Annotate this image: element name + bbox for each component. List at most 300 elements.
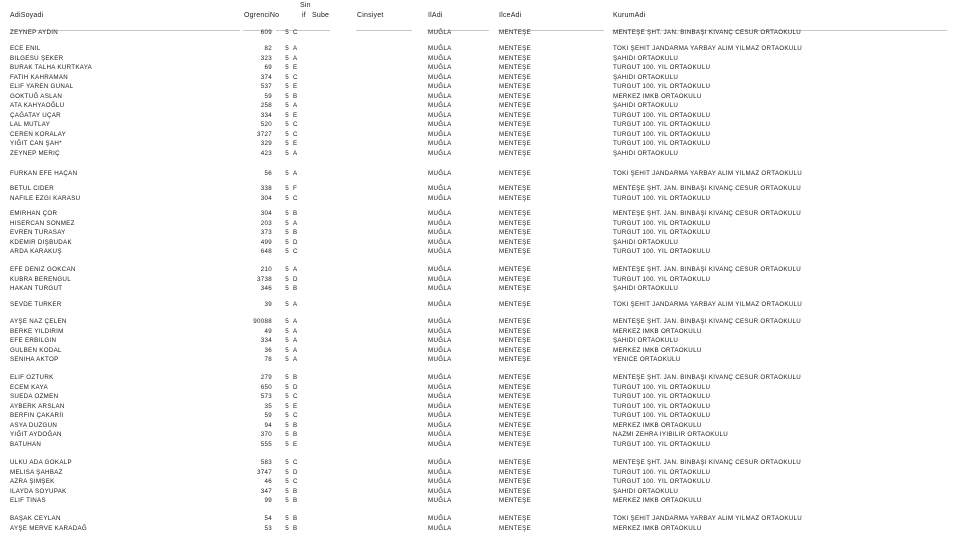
table-row: [0, 284, 960, 294]
student-name: NAFILE EZGI KARASU: [10, 194, 81, 202]
student-name: SEVDE TURKER: [10, 301, 62, 308]
student-sinif: 5: [285, 515, 289, 522]
student-no: 338: [260, 185, 272, 192]
student-sube: C: [293, 478, 298, 485]
student-sinif: 5: [285, 248, 289, 255]
student-no: 82: [264, 45, 272, 52]
student-kurum: MERKEZ IMKB ORTAOKULU: [613, 346, 702, 354]
student-sinif: 5: [285, 111, 289, 119]
student-il: MUĞLA: [428, 121, 452, 128]
student-sube: A: [293, 346, 298, 354]
student-sube: C: [293, 393, 298, 400]
table-row: [0, 355, 960, 365]
student-name: BATUHAN: [10, 440, 42, 448]
student-sube: A: [293, 337, 298, 344]
student-sube: C: [293, 194, 298, 202]
student-il: MUĞLA: [428, 149, 452, 157]
table-row: [0, 524, 960, 534]
table-row: [0, 421, 960, 431]
student-name: ECEM KAYA: [10, 383, 48, 391]
student-name: EFE DENIZ GOKCAN: [10, 266, 76, 273]
student-no: 69: [264, 64, 272, 71]
student-no: 423: [260, 149, 272, 157]
student-name: ÇAĞATAY UÇAR: [10, 111, 61, 119]
student-il: MUĞLA: [428, 497, 452, 504]
student-name: AYBERK ARSLAN: [10, 402, 65, 410]
student-kurum: MERKEZ IMKB ORTAOKULU: [613, 327, 702, 335]
student-kurum: TURGUT 100. YIL ORTAOKULU: [613, 478, 711, 485]
table-row: [0, 54, 960, 64]
student-ilce: MENTEŞE: [499, 478, 532, 485]
student-name: ARDA KARAKUŞ: [10, 248, 62, 255]
student-ilce: MENTEŞE: [499, 275, 532, 283]
student-il: MUĞLA: [428, 346, 452, 354]
student-sinif: 5: [285, 318, 289, 325]
student-il: MUĞLA: [428, 374, 452, 381]
student-kurum: TURGUT 100. YIL ORTAOKULU: [613, 402, 711, 410]
student-sube: B: [293, 487, 298, 495]
student-name: BETUL CIDER: [10, 185, 54, 192]
student-name: EFE ERBILGIN: [10, 337, 57, 344]
student-no: 94: [264, 421, 272, 429]
student-il: MUĞLA: [428, 421, 452, 429]
student-sube: A: [293, 327, 298, 335]
student-sinif: 5: [285, 402, 289, 410]
student-sube: C: [293, 248, 298, 255]
student-sinif: 5: [285, 431, 289, 438]
student-il: MUĞLA: [428, 219, 452, 227]
student-kurum: NAZMI ZEHRA IYIBILIR ORTAOKULU: [613, 431, 729, 438]
student-kurum: ŞAHIDI ORTAOKULU: [613, 54, 679, 62]
student-il: MUĞLA: [428, 102, 452, 109]
student-sinif: 5: [285, 229, 289, 236]
student-il: MUĞLA: [428, 92, 452, 100]
header-sinif-top: Sin: [300, 2, 311, 9]
student-kurum: ŞAHIDI ORTAOKULU: [613, 285, 679, 292]
student-il: MUĞLA: [428, 356, 452, 363]
student-ilce: MENTEŞE: [499, 229, 532, 236]
student-il: MUĞLA: [428, 524, 452, 532]
student-ilce: MENTEŞE: [499, 102, 532, 109]
student-no: 3738: [257, 275, 272, 283]
table-row: [0, 440, 960, 450]
student-name: SUEDA OZMEN: [10, 393, 59, 400]
student-kurum: TURGUT 100. YIL ORTAOKULU: [613, 412, 711, 419]
student-name: KUBRA BERENGUL: [10, 275, 71, 283]
table-row: [0, 411, 960, 421]
student-kurum: MERKEZ IMKB ORTAOKULU: [613, 524, 702, 532]
table-row: [0, 44, 960, 54]
student-sube: B: [293, 421, 298, 429]
student-kurum: ŞAHIDI ORTAOKULU: [613, 487, 679, 495]
student-kurum: MENTEŞE ŞHT. JAN. BINBAŞI KIVANÇ CESUR ORTAOKULU: [613, 318, 802, 325]
student-il: MUĞLA: [428, 402, 452, 410]
table-row: [0, 149, 960, 159]
student-ilce: MENTEŞE: [499, 337, 532, 344]
table-row: [0, 169, 960, 179]
student-no: 537: [260, 83, 272, 90]
student-kurum: TURGUT 100. YIL ORTAOKULU: [613, 111, 711, 119]
student-no: 3727: [257, 130, 272, 138]
student-name: CEREN KORALAY: [10, 130, 67, 138]
student-kurum: MENTEŞE ŞHT. JAN. BINBAŞI KIVANÇ CESUR ORTAOKULU: [613, 266, 802, 273]
student-sinif: 5: [285, 412, 289, 419]
student-sube: A: [293, 318, 298, 325]
student-kurum: MENTEŞE ŞHT. JAN. BINBAŞI KIVANÇ CESUR ORTAOKULU: [613, 374, 802, 381]
student-sinif: 5: [285, 45, 289, 52]
student-il: MUĞLA: [428, 64, 452, 71]
student-ilce: MENTEŞE: [499, 487, 532, 495]
student-sube: A: [293, 54, 298, 62]
student-no: 304: [260, 210, 272, 217]
student-ilce: MENTEŞE: [499, 29, 532, 36]
student-il: MUĞLA: [428, 248, 452, 255]
student-ilce: MENTEŞE: [499, 515, 532, 522]
student-no: 648: [260, 248, 272, 255]
student-kurum: ŞAHIDI ORTAOKULU: [613, 102, 679, 109]
student-name: YIĞIT AYDOĞAN: [10, 431, 62, 438]
student-name: GULBEN KODAL: [10, 346, 62, 354]
student-no: 49: [264, 327, 272, 335]
table-row: [0, 238, 960, 248]
student-no: 374: [260, 73, 272, 81]
student-sube: C: [293, 73, 298, 81]
student-sube: C: [293, 412, 298, 419]
student-ilce: MENTEŞE: [499, 64, 532, 71]
table-row: [0, 101, 960, 111]
student-sinif: 5: [285, 92, 289, 100]
student-ilce: MENTEŞE: [499, 431, 532, 438]
student-ilce: MENTEŞE: [499, 266, 532, 273]
student-sube: A: [293, 170, 298, 177]
student-il: MUĞLA: [428, 229, 452, 236]
student-il: MUĞLA: [428, 301, 452, 308]
student-kurum: MENTEŞE ŞHT. JAN. BINBAŞI KIVANÇ CESUR ORTAOKULU: [613, 459, 802, 466]
student-sinif: 5: [285, 468, 289, 476]
table-row: [0, 336, 960, 346]
student-il: MUĞLA: [428, 431, 452, 438]
student-ilce: MENTEŞE: [499, 248, 532, 255]
student-sinif: 5: [285, 487, 289, 495]
student-no: 334: [260, 111, 272, 119]
student-ilce: MENTEŞE: [499, 301, 532, 308]
student-sube: E: [293, 402, 298, 410]
table-row: [0, 430, 960, 440]
student-kurum: TURGUT 100. YIL ORTAOKULU: [613, 140, 711, 147]
table-row: [0, 275, 960, 285]
student-kurum: TURGUT 100. YIL ORTAOKULU: [613, 64, 711, 71]
student-sube: E: [293, 140, 298, 147]
student-no: 210: [260, 266, 272, 273]
student-name: SENIHA AKTOP: [10, 356, 59, 363]
student-name: HAKAN TURGUT: [10, 285, 63, 292]
student-sinif: 5: [285, 478, 289, 485]
student-kurum: MENTEŞE ŞHT. JAN. BINBAŞI KIVANÇ CESUR ORTAOKULU: [613, 185, 802, 192]
student-il: MUĞLA: [428, 440, 452, 448]
student-kurum: TURGUT 100. YIL ORTAOKULU: [613, 468, 711, 476]
student-no: 46: [264, 478, 272, 485]
student-no: 279: [260, 374, 272, 381]
student-no: 53: [264, 524, 272, 532]
student-ilce: MENTEŞE: [499, 318, 532, 325]
student-sinif: 5: [285, 393, 289, 400]
student-sinif: 5: [285, 149, 289, 157]
student-kurum: ŞAHIDI ORTAOKULU: [613, 337, 679, 344]
student-no: 99: [264, 497, 272, 504]
student-no: 347: [260, 487, 272, 495]
table-row: [0, 209, 960, 219]
student-sinif: 5: [285, 83, 289, 90]
student-il: MUĞLA: [428, 393, 452, 400]
table-row: [0, 73, 960, 83]
student-sinif: 5: [285, 285, 289, 292]
student-sube: C: [293, 459, 298, 466]
student-kurum: MERKEZ IMKB ORTAOKULU: [613, 421, 702, 429]
student-ilce: MENTEŞE: [499, 45, 532, 52]
student-sube: A: [293, 45, 298, 52]
student-il: MUĞLA: [428, 73, 452, 81]
student-name: BERKE YILDIRIM: [10, 327, 64, 335]
student-ilce: MENTEŞE: [499, 219, 532, 227]
student-sube: E: [293, 111, 298, 119]
student-sube: B: [293, 285, 298, 292]
student-sinif: 5: [285, 301, 289, 308]
student-il: MUĞLA: [428, 337, 452, 344]
student-sinif: 5: [285, 337, 289, 344]
header-sube: Sube: [312, 12, 330, 19]
student-name: GOKTUĞ ASLAN: [10, 92, 63, 100]
student-il: MUĞLA: [428, 318, 452, 325]
student-no: 329: [260, 140, 272, 147]
student-il: MUĞLA: [428, 140, 452, 147]
student-sube: D: [293, 383, 298, 391]
student-name: YIĞIT CAN ŞAH*: [10, 140, 62, 147]
table-row: [0, 265, 960, 275]
student-sinif: 5: [285, 459, 289, 466]
student-no: 555: [260, 440, 272, 448]
student-sinif: 5: [285, 275, 289, 283]
student-no: 59: [264, 412, 272, 419]
student-name: ZEYNEP AYDIN: [10, 29, 59, 36]
student-name: EVREN TURASAY: [10, 229, 66, 236]
student-name: ZEYNEP MERIÇ: [10, 149, 60, 157]
table-row: [0, 82, 960, 92]
student-name: KDEMIR DIŞBUDAK: [10, 238, 72, 246]
student-ilce: MENTEŞE: [499, 194, 532, 202]
student-name: FURKAN EFE HAÇAN: [10, 170, 78, 177]
student-no: 334: [260, 337, 272, 344]
student-name: ELIF YAREN GUNAL: [10, 83, 74, 90]
student-ilce: MENTEŞE: [499, 170, 532, 177]
student-kurum: MERKEZ IMKB ORTAOKULU: [613, 92, 702, 100]
student-sinif: 5: [285, 219, 289, 227]
student-kurum: TURGUT 100. YIL ORTAOKULU: [613, 275, 711, 283]
student-il: MUĞLA: [428, 130, 452, 138]
student-name: BILGESU ŞEKER: [10, 54, 64, 62]
header-kurumadi: KurumAdi: [613, 12, 646, 19]
student-ilce: MENTEŞE: [499, 459, 532, 466]
student-sinif: 5: [285, 440, 289, 448]
student-ilce: MENTEŞE: [499, 149, 532, 157]
student-kurum: TOKI ŞEHIT JANDARMA YARBAY ALIM YILMAZ ORTAOKULU: [613, 45, 803, 52]
student-no: 304: [260, 194, 272, 202]
student-no: 520: [260, 121, 272, 128]
student-il: MUĞLA: [428, 83, 452, 90]
header-adisoyadi: AdiSoyadi: [10, 12, 44, 19]
table-row: [0, 184, 960, 194]
student-il: MUĞLA: [428, 412, 452, 419]
header-cinsiyet: Cinsiyet: [357, 12, 384, 19]
student-ilce: MENTEŞE: [499, 73, 532, 81]
student-sube: A: [293, 149, 298, 157]
student-ilce: MENTEŞE: [499, 346, 532, 354]
student-sinif: 5: [285, 73, 289, 81]
student-ilce: MENTEŞE: [499, 383, 532, 391]
student-kurum: ŞAHIDI ORTAOKULU: [613, 73, 679, 81]
student-sube: A: [293, 266, 298, 273]
student-sube: B: [293, 497, 298, 504]
student-il: MUĞLA: [428, 383, 452, 391]
student-no: 609: [260, 29, 272, 36]
student-sube: E: [293, 440, 298, 448]
student-sube: D: [293, 275, 298, 283]
student-sinif: 5: [285, 266, 289, 273]
table-row: [0, 228, 960, 238]
student-no: 90088: [253, 318, 272, 325]
student-sube: B: [293, 515, 298, 522]
student-no: 35: [264, 402, 272, 410]
student-name: ILAYDA SOYUPAK: [10, 487, 67, 495]
student-kurum: TURGUT 100. YIL ORTAOKULU: [613, 83, 711, 90]
table-row: [0, 458, 960, 468]
table-row: [0, 130, 960, 140]
student-ilce: MENTEŞE: [499, 83, 532, 90]
student-ilce: MENTEŞE: [499, 440, 532, 448]
student-name: ASYA DUZGUN: [10, 421, 58, 429]
student-il: MUĞLA: [428, 111, 452, 119]
student-name: BURAK TALHA KURTKAYA: [10, 64, 93, 71]
student-sube: B: [293, 92, 298, 100]
table-row: [0, 120, 960, 130]
student-sube: A: [293, 356, 298, 363]
student-kurum: TURGUT 100. YIL ORTAOKULU: [613, 194, 711, 202]
student-no: 573: [260, 393, 272, 400]
student-ilce: MENTEŞE: [499, 468, 532, 476]
student-kurum: TURGUT 100. YIL ORTAOKULU: [613, 440, 711, 448]
student-il: MUĞLA: [428, 468, 452, 476]
student-sinif: 5: [285, 210, 289, 217]
student-il: MUĞLA: [428, 185, 452, 192]
student-ilce: MENTEŞE: [499, 238, 532, 246]
student-no: 370: [260, 431, 272, 438]
student-sube: C: [293, 29, 298, 36]
student-il: MUĞLA: [428, 478, 452, 485]
student-kurum: ŞAHIDI ORTAOKULU: [613, 238, 679, 246]
table-row: [0, 300, 960, 310]
student-sube: B: [293, 229, 298, 236]
student-il: MUĞLA: [428, 266, 452, 273]
student-no: 583: [260, 459, 272, 466]
table-row: [0, 317, 960, 327]
student-sinif: 5: [285, 194, 289, 202]
student-il: MUĞLA: [428, 194, 452, 202]
student-il: MUĞLA: [428, 285, 452, 292]
student-name: FATIH KAHRAMAN: [10, 73, 69, 81]
student-no: 54: [264, 515, 272, 522]
student-ilce: MENTEŞE: [499, 185, 532, 192]
table-row: [0, 487, 960, 497]
student-name: AZRA ŞIMŞEK: [10, 478, 55, 485]
student-no: 373: [260, 229, 272, 236]
student-no: 323: [260, 54, 272, 62]
header-sinif-bottom: if: [302, 12, 306, 19]
student-il: MUĞLA: [428, 45, 452, 52]
student-name: AYŞE MERVE KARADAĞ: [10, 524, 88, 532]
student-ilce: MENTEŞE: [499, 92, 532, 100]
student-sinif: 5: [285, 54, 289, 62]
student-sinif: 5: [285, 140, 289, 147]
student-sube: D: [293, 238, 298, 246]
student-kurum: TURGUT 100. YIL ORTAOKULU: [613, 229, 711, 236]
student-ilce: MENTEŞE: [499, 497, 532, 504]
student-ilce: MENTEŞE: [499, 421, 532, 429]
table-row: [0, 28, 960, 38]
student-kurum: TURGUT 100. YIL ORTAOKULU: [613, 121, 711, 128]
student-sinif: 5: [285, 29, 289, 36]
table-row: [0, 247, 960, 257]
student-ilce: MENTEŞE: [499, 374, 532, 381]
table-row: [0, 327, 960, 337]
table-row: [0, 111, 960, 121]
student-name: ECE ENIL: [10, 45, 41, 52]
student-il: MUĞLA: [428, 170, 452, 177]
student-kurum: TURGUT 100. YIL ORTAOKULU: [613, 219, 711, 227]
student-sube: A: [293, 219, 298, 227]
student-no: 258: [260, 102, 272, 109]
student-il: MUĞLA: [428, 54, 452, 62]
student-name: AYŞE NAZ ÇELEN: [10, 318, 67, 325]
student-sinif: 5: [285, 356, 289, 363]
student-sinif: 5: [285, 346, 289, 354]
student-il: MUĞLA: [428, 29, 452, 36]
student-kurum: TOKI ŞEHIT JANDARMA YARBAY ALIM YILMAZ ORTAOKULU: [613, 301, 803, 308]
student-name: LAL MUTLAY: [10, 121, 51, 128]
table-row: [0, 219, 960, 229]
student-no: 650: [260, 383, 272, 391]
student-il: MUĞLA: [428, 487, 452, 495]
student-sube: D: [293, 468, 298, 476]
student-il: MUĞLA: [428, 210, 452, 217]
table-row: [0, 496, 960, 506]
table-row: [0, 346, 960, 356]
student-no: 59: [264, 92, 272, 100]
student-no: 346: [260, 285, 272, 292]
student-sube: B: [293, 524, 298, 532]
student-ilce: MENTEŞE: [499, 111, 532, 119]
student-kurum: TURGUT 100. YIL ORTAOKULU: [613, 383, 711, 391]
table-row: [0, 194, 960, 204]
table-row: [0, 477, 960, 487]
student-il: MUĞLA: [428, 275, 452, 283]
student-sinif: 5: [285, 130, 289, 138]
student-ilce: MENTEŞE: [499, 140, 532, 147]
student-name: ULKU ADA GOKALP: [10, 459, 72, 466]
header-ogrencino: OgrenciNo: [244, 12, 280, 19]
student-name: BAŞAK CEYLAN: [10, 515, 61, 522]
student-name: ELIF OZTURK: [10, 374, 54, 381]
student-sinif: 5: [285, 170, 289, 177]
student-no: 499: [260, 238, 272, 246]
